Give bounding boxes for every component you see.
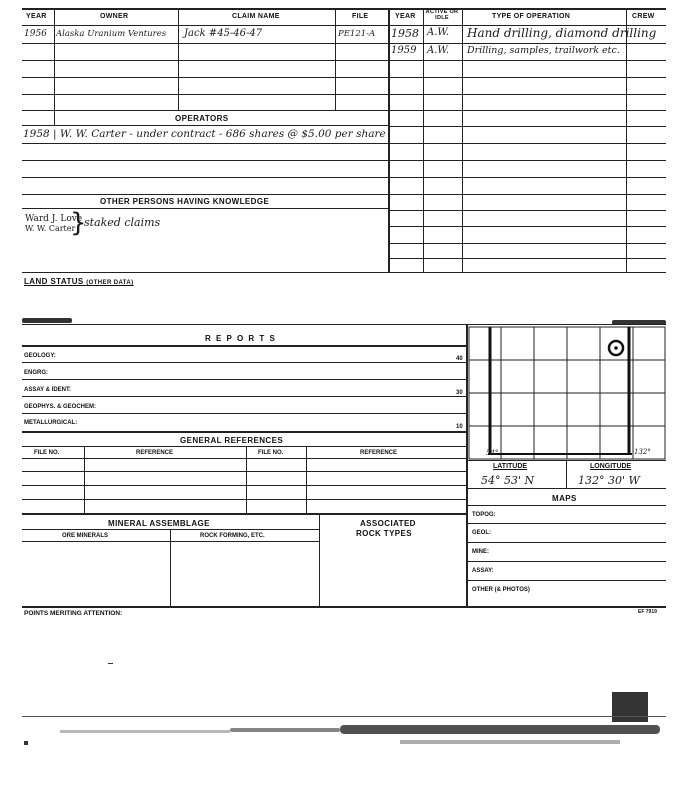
map-row-line [468, 561, 666, 562]
col-divider-file [388, 10, 390, 272]
ops-row-line [390, 94, 666, 95]
claim-year: 1956 [24, 29, 47, 39]
col-divider-type [626, 10, 627, 272]
ref-header-reference-2: REFERENCE [360, 450, 398, 456]
col-divider-active [462, 10, 463, 272]
latlon-bottomline [468, 488, 666, 489]
report-metallurgical-num: 10 [456, 424, 463, 430]
op2-status: A.W. [427, 45, 450, 56]
ops-row-line [390, 177, 666, 178]
mineral-col-divider [170, 529, 171, 606]
scan-artifact [400, 740, 620, 744]
report-geology-num: 40 [456, 356, 463, 362]
report-row-line [22, 379, 466, 380]
op2-type: Drilling, samples, trailwork etc. [467, 45, 620, 56]
knowledge-name-1: Ward J. Love [25, 214, 83, 224]
scan-artifact [612, 692, 648, 722]
report-row-line [22, 413, 466, 414]
ref-row-line [22, 499, 466, 500]
brace-glyph: } [70, 208, 87, 238]
header-crew: CREW [632, 13, 655, 20]
header-owner: OWNER [100, 13, 129, 20]
ore-minerals-header: ORE MINERALS [62, 533, 109, 539]
claim-location-marker [614, 346, 618, 350]
ref-row-line [22, 458, 466, 459]
ops-row-line [390, 258, 666, 259]
map-row-line [468, 523, 666, 524]
scan-artifact [22, 716, 666, 717]
lat-tick-label: 54° [486, 449, 499, 457]
ops-row-line [390, 143, 666, 144]
maps-underline [468, 505, 666, 506]
map-topog-label: TOPOG: [472, 512, 496, 518]
report-row-line [22, 431, 466, 433]
header-active-idle: ACTIVE OR IDLE [425, 9, 459, 21]
top-border [22, 8, 666, 10]
op1-type: Hand drilling, diamond drilling [467, 26, 657, 40]
row-line [22, 43, 388, 44]
report-geophys-label: GEOPHYS. & GEOCHEM: [24, 404, 97, 410]
scan-artifact [108, 663, 113, 664]
location-grid [468, 326, 666, 460]
ops-row-line [390, 194, 666, 195]
ref-row-line [22, 513, 466, 515]
operators-title: OPERATORS [175, 114, 229, 123]
rock-forming-header: ROCK FORMING, ETC. [200, 533, 265, 539]
row-line [22, 60, 388, 61]
operators-underline [22, 125, 388, 126]
form-code: EF 7919 [638, 609, 657, 615]
map-mine-label: MINE: [472, 549, 489, 555]
report-row-line [22, 362, 466, 363]
ref-col-divider [84, 446, 85, 513]
op1-year: 1958 [391, 27, 419, 40]
claim-name: Jack #45-46-47 [184, 28, 263, 39]
ref-col-divider [246, 446, 247, 513]
report-engrg-label: ENGRG: [24, 370, 48, 376]
ref-header-reference-1: REFERENCE [136, 450, 174, 456]
map-row-line [468, 542, 666, 543]
maps-title: MAPS [552, 494, 577, 503]
row-line [22, 160, 388, 161]
header-year: YEAR [26, 13, 47, 20]
map-other-label: OTHER (& PHOTOS) [472, 587, 530, 593]
knowledge-title: OTHER PERSONS HAVING KNOWLEDGE [100, 197, 270, 206]
ref-row-line [22, 471, 466, 472]
report-assay-num: 30 [456, 390, 463, 396]
claim-owner: Alaska Uranium Ventures [56, 29, 167, 39]
report-geology-label: GEOLOGY: [24, 353, 56, 359]
ops-row-line [390, 160, 666, 161]
latitude-label: LATITUDE [493, 463, 528, 470]
ops-row-line [390, 110, 666, 111]
land-status-title [24, 277, 134, 286]
row-line [22, 77, 388, 78]
ops-row-line [390, 43, 666, 44]
land-status-topline [22, 272, 666, 273]
scan-artifact [24, 741, 28, 745]
col-divider-year [54, 10, 55, 125]
longitude-label: LONGITUDE [590, 463, 632, 470]
ops-row-line [390, 243, 666, 244]
ref-header-file-1: FILE NO. [34, 450, 60, 456]
row-line [22, 94, 388, 95]
row-line [22, 177, 388, 178]
scan-artifact [60, 730, 230, 733]
scan-artifact [230, 728, 340, 732]
ref-row-line [22, 485, 466, 486]
longitude-value: 132° 30' W [578, 474, 640, 487]
latlon-topline [468, 460, 666, 461]
knowledge-note: staked claims [84, 216, 161, 229]
reports-topline [22, 324, 666, 325]
ref-col-divider [306, 446, 307, 513]
associated-left-border [319, 513, 320, 606]
ref-header-file-2: FILE NO. [258, 450, 284, 456]
ops-row-line [390, 60, 666, 61]
col-divider-ops-year [423, 10, 424, 272]
header-claim-name: CLAIM NAME [232, 13, 280, 20]
map-assay-label: ASSAY: [472, 568, 494, 574]
row-line [22, 194, 388, 195]
points-title: POINTS MERITING ATTENTION: [24, 610, 123, 617]
ops-row-line [390, 126, 666, 127]
header-ops-year: YEAR [395, 13, 416, 20]
latitude-value: 54° 53' N [481, 474, 535, 487]
map-geol-label: GEOL: [472, 530, 491, 536]
associated-title: ASSOCIATED [360, 519, 416, 528]
lon-tick-label: 132° [634, 448, 651, 456]
ops-row-line [390, 226, 666, 227]
claim-file: PE121-A [338, 29, 376, 39]
general-ref-underline [22, 446, 466, 447]
report-row-line [22, 396, 466, 397]
mineral-assemblage-title: MINERAL ASSEMBLAGE [108, 519, 210, 528]
latlon-divider [566, 460, 567, 488]
op2-year: 1959 [391, 45, 417, 56]
bottom-section-line [22, 606, 666, 608]
ops-row-line [390, 210, 666, 211]
header-type-of-operation: TYPE OF OPERATION [492, 13, 571, 20]
row-line [22, 110, 388, 111]
general-references-title: GENERAL REFERENCES [180, 436, 284, 445]
associated-title-2: ROCK TYPES [356, 529, 413, 538]
knowledge-name-2: W. W. Carter [25, 224, 76, 233]
scan-artifact [340, 725, 660, 734]
map-row-line [468, 580, 666, 581]
report-assay-label: ASSAY & IDENT: [24, 387, 72, 393]
reports-title: R E P O R T S [205, 334, 277, 343]
land-status-label: LAND STATUS [24, 277, 84, 286]
op1-status: A.W. [427, 27, 450, 38]
land-status-sub: (OTHER DATA) [86, 280, 134, 286]
scan-artifact [22, 318, 72, 323]
ops-row-line [390, 77, 666, 78]
header-file: FILE [352, 13, 369, 20]
operators-entry: 1958 | W. W. Carter - under contract - 686 shares @ $5.00 per share [23, 128, 386, 140]
reports-underline [22, 345, 468, 347]
report-metallurgical-label: METALLURGICAL: [24, 420, 78, 426]
row-line [22, 143, 388, 144]
